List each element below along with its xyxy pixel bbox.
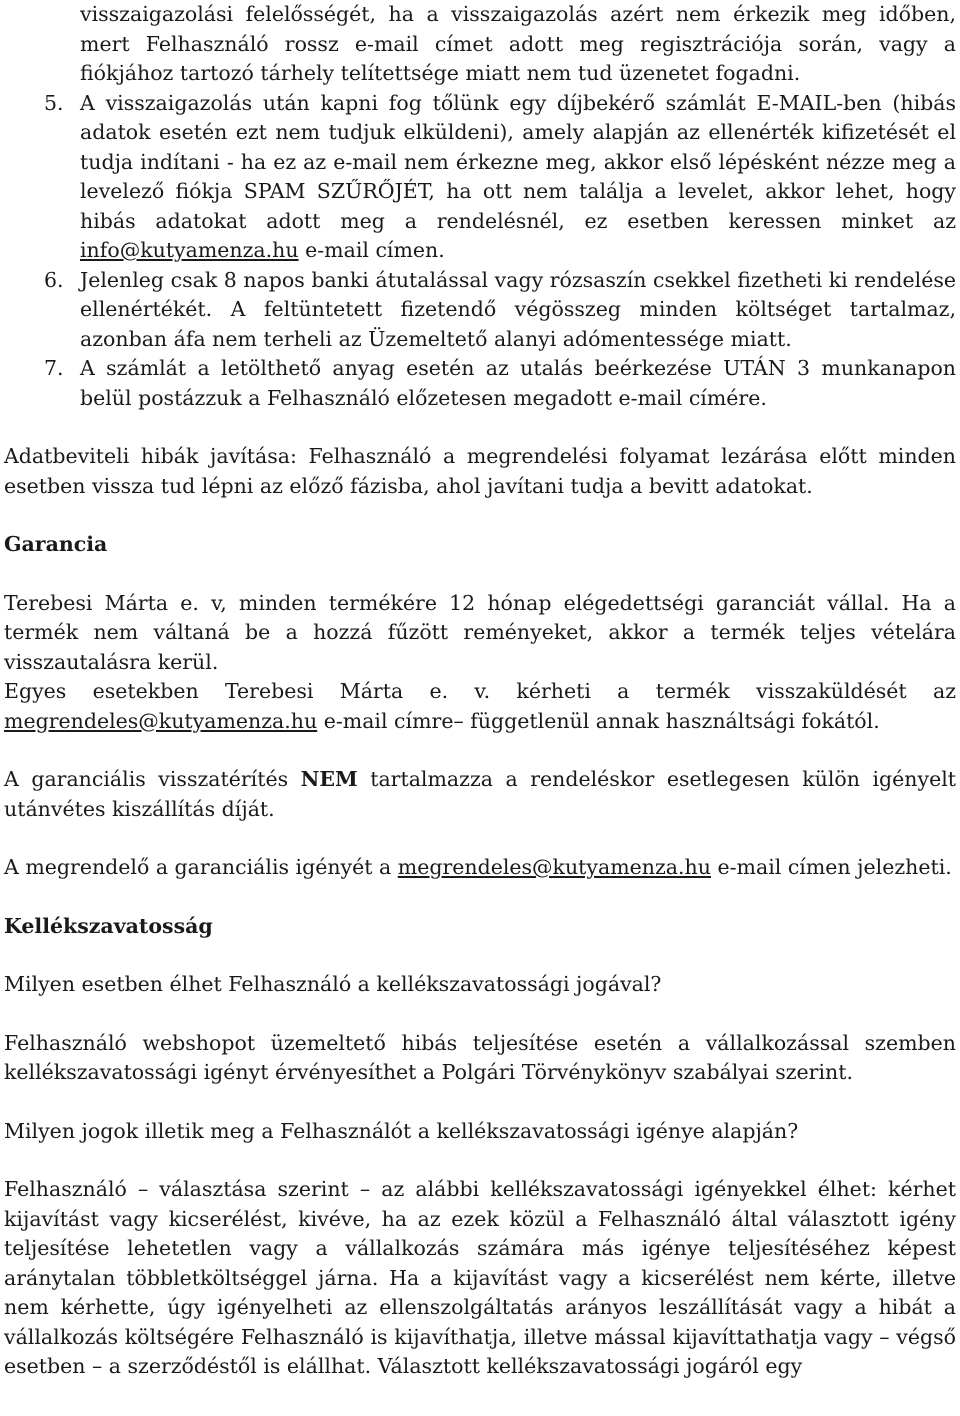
document-page — [4, 0, 956, 1382]
text: e-mail címen jelezheti. — [710, 855, 952, 879]
list-number: 6. — [44, 267, 64, 292]
garancia-paragraph-4 — [4, 853, 956, 883]
garancia-paragraph-1: Terebesi Márta e. v, minden termékére 12 hónap elégedettségi garanciát vállal. Ha a termék nem váltaná be a hozzá fűzött reményeket, akkor a termék teljes vételára visszautalásra kerül. — [4, 590, 956, 674]
text: tartalmazza a rendeléskor esetlegesen külön igényelt utánvétes kiszállítás díját. — [4, 767, 957, 821]
numbered-list — [44, 0, 956, 413]
garancia-paragraph-3 — [4, 765, 956, 824]
text: A megrendelő a garanciális igényét a — [4, 855, 398, 879]
list-item-text: A számlát a letölthető anyag esetén az utalás beérkezése UTÁN 3 munkanapon belül postázzuk a Felhasználó előzetesen megadott e-mail címére. — [80, 356, 956, 410]
list-item-7 — [44, 354, 956, 413]
list-continuation-text: visszaigazolási felelősségét, ha a visszaigazolás azért nem érkezik meg időben, mert Felhasználó rossz e-mail címet adott meg regisztrációja során, vagy a fiókjához tartozó tárhely telítettsége miatt nem tud üzenetet fogadni. — [80, 2, 956, 85]
list-item-6 — [44, 266, 956, 355]
list-item-text-after: e-mail címen. — [298, 238, 445, 262]
section-heading-garancia: Garancia — [4, 532, 108, 556]
text: Egyes esetekben Terebesi Márta e. v. kérheti a termék visszaküldését az — [4, 679, 956, 703]
question-1: Milyen esetben élhet Felhasználó a kellékszavatossági jogával? — [4, 972, 662, 996]
email-link[interactable]: megrendeles@kutyamenza.hu — [397, 855, 711, 879]
email-link[interactable]: megrendeles@kutyamenza.hu — [4, 708, 318, 733]
answer-1: Felhasználó webshopot üzemeltető hibás teljesítése esetén a vállalkozással szemben kellékszavatossági igényt érvényesíthet a Polgári Törvénykönyv szabályai szerint. — [4, 1030, 956, 1084]
data-entry-paragraph: Adatbeviteli hibák javítása: Felhasználó a megrendelési folyamat lezárása előtt minden esetben vissza tud lépni az előző fázisba, ahol javítani tudja a bevitt adatokat. — [4, 444, 956, 498]
section-heading-kellekszavatossag: Kellékszavatosság — [4, 913, 213, 938]
list-number: 7. — [44, 356, 64, 380]
email-link[interactable]: info@kutyamenza.hu — [80, 238, 299, 262]
answer-2: Felhasználó – választása szerint – az alábbi kellékszavatossági igényekkel élhet: kérhet kijavítást vagy kicserélést, kivéve, ha az ezek közül a Felhasználó által választott igény teljesítése lehetetlen vagy a vállalkozás számára más igénye teljesítéséhez képest aránytalan többletköltséggel járna. Ha a kijavítást vagy a kicserélést nem kérte, illetve nem kérhette, úgy igényelheti az ellenszolgáltatás arányos leszállítását vagy a hibát a vállalkozás költségére Felhasználó is kijavíthatja, illetve mással kijavíttathatja vagy – végső esetben – a szerződéstől is elállhat. Választott kellékszavatossági jogáról egy — [4, 1177, 956, 1378]
text: e-mail címre– függetlenül annak használtsági fokától. — [317, 708, 880, 733]
list-item-5 — [44, 89, 956, 266]
list-item-text: Jelenleg csak 8 napos banki átutalással vagy rózsaszín csekkel fizetheti ki rendelése ellenértékét. A feltüntetett fizetendő végösszeg minden költséget tartalmaz, azonban áfa nem terheli az Üzemeltető alanyi adómentessége miatt. — [80, 267, 956, 351]
garancia-paragraph-2 — [4, 677, 956, 736]
list-item-text: A visszaigazolás után kapni fog tőlünk egy díjbekérő számlát E-MAIL-ben (hibás adatok esetén ezt nem tudjuk elküldeni), amely alapján az ellenérték kifizetését el tudja indítani - ha ez az e-mail nem érkezne meg, akkor első lépésként nézze meg a levelező fiókja SPAM SZŰRŐJÉT, ha ott nem találja a levelet, akkor lehet, hogy hibás adatokat adott meg a rendelésnél, ez esetben keressen minket az — [80, 90, 956, 233]
list-number: 5. — [44, 90, 64, 115]
bold-text: NEM — [300, 767, 358, 791]
question-2: Milyen jogok illetik meg a Felhasználót a kellékszavatossági igénye alapján? — [4, 1118, 799, 1143]
text: A garanciális visszatérítés — [4, 767, 301, 791]
